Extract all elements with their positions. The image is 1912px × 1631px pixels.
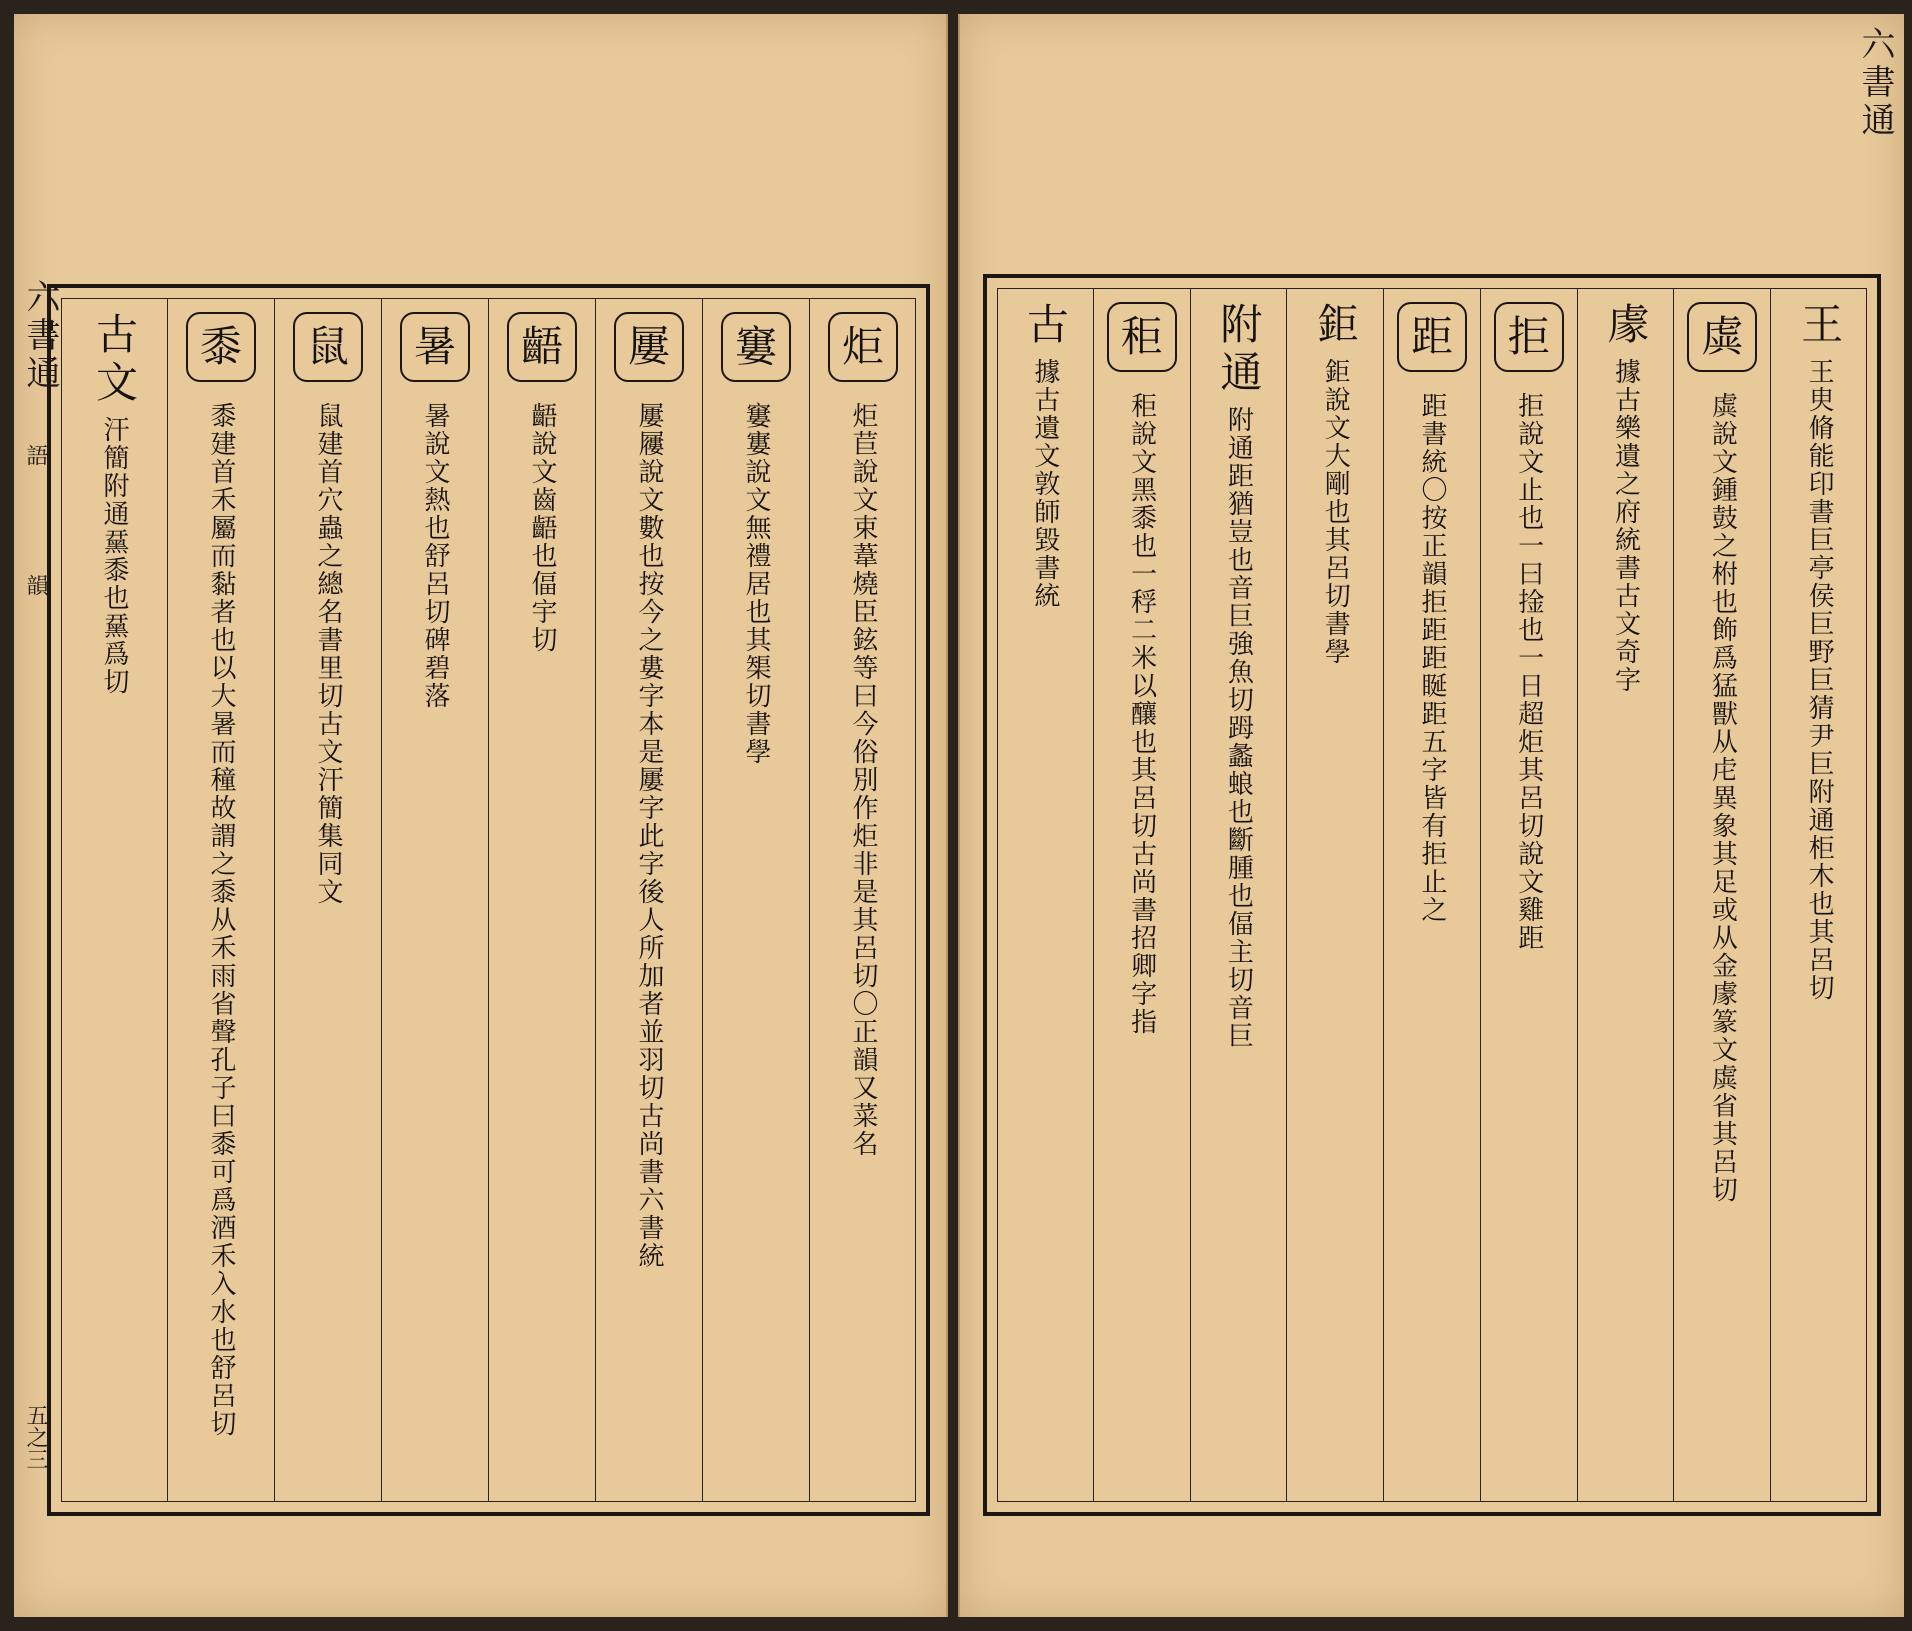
spine-mark-2: 韻: [23, 574, 48, 596]
entry-column: [1577, 288, 1674, 1502]
head-character: 附通: [1214, 302, 1264, 398]
entry-text: 黍建首禾屬而黏者也以大暑而穜故謂之黍从禾雨省聲孔子曰黍可爲酒禾入水也舒呂切: [206, 402, 236, 1438]
head-character: 拒: [1494, 302, 1564, 372]
entry-text: 屢屨說文數也按今之婁字本是屢字此字後人所加者並羽切古尚書六書統: [634, 402, 664, 1270]
entry-column: [1190, 288, 1287, 1502]
entry-column: [997, 288, 1093, 1502]
left-page: [14, 14, 948, 1617]
entry-column: [167, 298, 274, 1502]
column-grid-right: [997, 288, 1867, 1502]
entry-text: 秬說文黑黍也一稃二米以釀也其呂切古尚書招卿字指: [1126, 392, 1157, 1036]
right-page: [958, 14, 1904, 1617]
head-character: 屢: [614, 312, 684, 382]
entry-text: 炬苣說文束葦燒臣鉉等曰今俗別作炬非是其呂切〇正韻又菜名: [848, 402, 878, 1158]
entry-column: [1770, 288, 1867, 1502]
entry-column: [702, 298, 809, 1502]
spine-title-left: 六書通: [20, 279, 60, 393]
entry-column: [1673, 288, 1770, 1502]
entry-text: 窶寠說文無禮居也其榘切書學: [741, 402, 771, 766]
text-frame-left: [47, 284, 930, 1516]
head-character: 虡: [1687, 302, 1757, 372]
head-character: 暑: [400, 312, 470, 382]
entry-text: 鼠建首穴蟲之總名書里切古文汗簡集同文: [313, 402, 343, 906]
head-character: 炬: [828, 312, 898, 382]
entry-text: 據古遺文敦師毀書統: [1029, 358, 1060, 610]
head-character: 黍: [186, 312, 256, 382]
entry-column: [809, 298, 916, 1502]
folio-number: 五之三: [23, 1404, 48, 1470]
head-character: 鼠: [293, 312, 363, 382]
head-character: 齬: [507, 312, 577, 382]
entry-text: 王㬰脩能印書巨亭侯巨野巨猜尹巨附通柜木也其呂切: [1804, 358, 1835, 1002]
entry-text: 距書統〇按正韻拒距距䀽距五字皆有拒止之: [1416, 392, 1447, 924]
entry-column: [1093, 288, 1190, 1502]
entry-column: [381, 298, 488, 1502]
entry-column: [1286, 288, 1383, 1502]
head-character: 距: [1397, 302, 1467, 372]
head-character: 王: [1795, 302, 1845, 350]
entry-column: [595, 298, 702, 1502]
entry-text: 拒說文止也一曰捦也一日超炬其呂切說文雞距: [1513, 392, 1544, 952]
head-character: 秬: [1107, 302, 1177, 372]
entry-text: 暑說文熱也舒呂切碑碧落: [420, 402, 450, 710]
head-character: 鉅: [1311, 302, 1361, 350]
column-grid-left: [61, 298, 916, 1502]
entry-column: [61, 298, 167, 1502]
head-character: 豦: [1601, 302, 1651, 350]
head-character: 窶: [721, 312, 791, 382]
entry-text: 齬說文齒齬也偪宇切: [527, 402, 557, 654]
entry-column: [274, 298, 381, 1502]
entry-text: 鉅說文大剛也其呂切書學: [1320, 358, 1351, 666]
entry-text: 附通距猶豈也音巨強魚切𧿹蠡蜋也斷腫也偪主切音巨: [1223, 406, 1254, 1050]
entry-text: 據古樂遺之府統書古文奇字: [1610, 358, 1641, 694]
entry-text: 汗簡附通䵤黍也䵤爲切: [99, 416, 129, 696]
spine-title-right: 六書通: [1855, 26, 1895, 140]
entry-text: 虡說文鍾鼓之柎也飾爲猛獸从虍異象其足或从金豦篆文虡省其呂切: [1707, 392, 1738, 1204]
spine-mark-1: 語: [23, 444, 48, 466]
head-character: 古: [1020, 302, 1070, 350]
head-character: 古文: [90, 312, 139, 408]
entry-column: [1383, 288, 1480, 1502]
entry-column: [1480, 288, 1577, 1502]
entry-column: [488, 298, 595, 1502]
text-frame-right: [983, 274, 1881, 1516]
